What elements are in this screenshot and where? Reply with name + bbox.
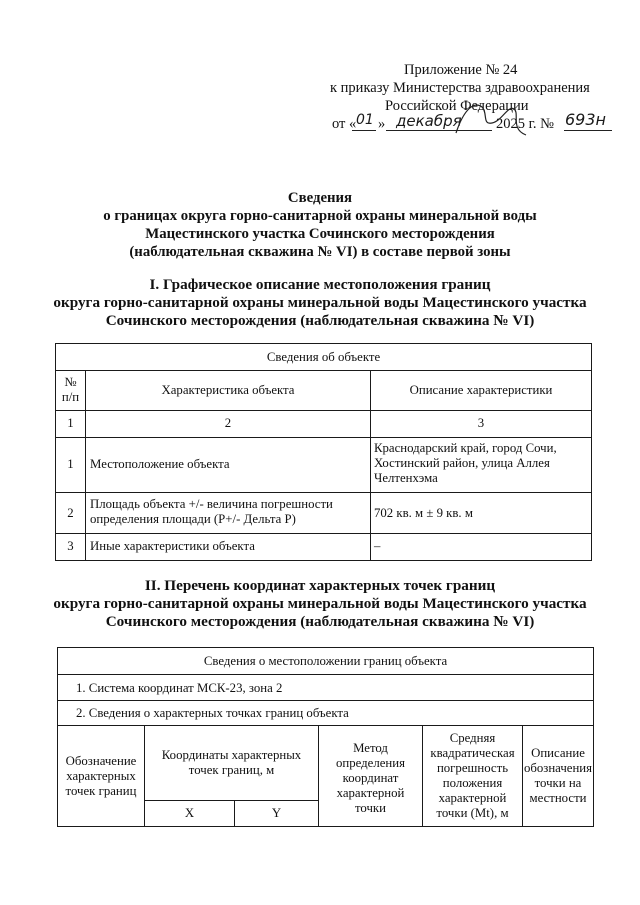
error-header: Средняя квадратическая погрешность положения характерной точки (Mt), м [430, 731, 515, 820]
row-characteristic: Площадь объекта +/- величина погрешности определения площади (P+/- Дельта P) [90, 497, 333, 526]
title-line-3: Мацестинского участка Сочинского месторождения [145, 226, 495, 242]
title-line-2: о границах округа горно-санитарной охраны минеральной воды [103, 208, 537, 224]
col-char-header: Характеристика объекта [161, 383, 295, 397]
row-characteristic: Местоположение объекта [90, 457, 230, 471]
index-cell: 1 [67, 416, 74, 430]
method-header: Метод определения координат характерной точки [336, 741, 405, 815]
row-number: 1 [67, 457, 74, 471]
desc-header: Описание обозначения точки на местности [523, 746, 593, 805]
table1-caption: Сведения об объекте [266, 350, 381, 364]
points-header: Обозначение характерных точек границ [65, 754, 137, 798]
index-cell: 3 [477, 416, 485, 430]
y-header: Y [271, 806, 282, 820]
appendix-month-handwritten: декабря [396, 112, 462, 130]
row-description: Краснодарский край, город Сочи, Хостинский район, улица Аллея Челтенхэма [374, 441, 557, 485]
coordinate-system-row: 1. Система координат МСК-23, зона 2 [76, 681, 283, 695]
section2-heading-2: округа горно-санитарной охраны минеральной воды Мацестинского участка [53, 595, 587, 612]
appendix-date-prefix: от « [332, 116, 357, 132]
title-line-4: (наблюдательная скважина № VI) в составе первой зоны [129, 244, 511, 260]
appendix-year: 2025 г. № [496, 116, 555, 132]
col-desc-header: Описание характеристики [409, 383, 553, 397]
section1-heading-1: I. Графическое описание местоположения границ [149, 276, 491, 293]
appendix-number: Приложение № 24 [404, 62, 518, 78]
table2-caption: Сведения о местоположении границ объекта [203, 654, 448, 668]
section1-heading-3: Сочинского месторождения (наблюдательная скважина № VI) [105, 312, 535, 329]
row-number: 2 [67, 506, 74, 520]
day-underline [352, 130, 376, 131]
appendix-number-handwritten: 693н [565, 110, 606, 129]
coords-header: Координаты характерных точек границ, м [161, 748, 302, 777]
signature-mark [452, 99, 530, 139]
row-characteristic: Иные характеристики объекта [90, 539, 255, 553]
section2-heading-3: Сочинского месторождения (наблюдательная скважина № VI) [105, 613, 535, 630]
appendix-order: к приказу Министерства здравоохранения [330, 80, 590, 96]
appendix-ministry: Российской Федерации [385, 98, 529, 114]
row-description: – [374, 539, 381, 553]
x-header: X [184, 806, 195, 820]
appendix-date-close: » [378, 116, 386, 132]
points-info-row: 2. Сведения о характерных точках границ объекта [76, 706, 349, 720]
row-description: 702 кв. м ± 9 кв. м [374, 506, 473, 520]
number-underline [564, 130, 612, 131]
col-num-header-1: № [64, 375, 77, 389]
section1-heading-2: округа горно-санитарной охраны минеральной воды Мацестинского участка [53, 294, 587, 311]
appendix-day-handwritten: 01 [356, 112, 374, 128]
section2-heading-1: II. Перечень координат характерных точек границ [144, 577, 496, 594]
col-num-header-2: п/п [61, 390, 80, 404]
row-number: 3 [67, 539, 74, 553]
title-line-1: Сведения [287, 190, 353, 206]
index-cell: 2 [224, 416, 232, 430]
